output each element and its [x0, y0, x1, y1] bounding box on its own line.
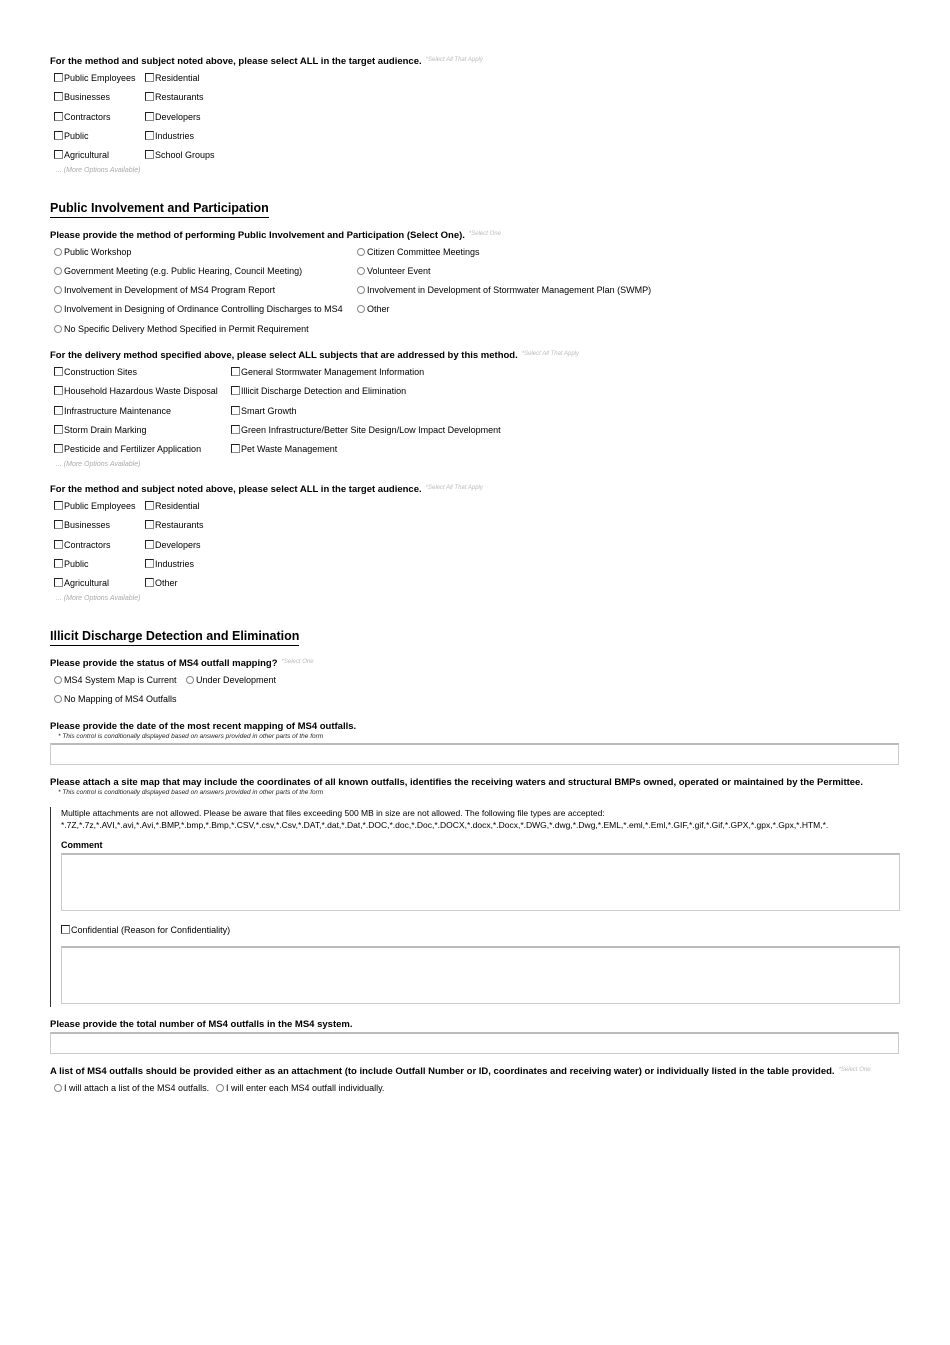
- outfall-list-hint: *Select One: [838, 1067, 871, 1073]
- radio-icon[interactable]: [357, 286, 365, 294]
- audience1-option[interactable]: Businesses: [54, 91, 110, 103]
- checkbox-icon[interactable]: [145, 112, 154, 121]
- outfall-list-option[interactable]: I will attach a list of the MS4 outfalls.: [54, 1082, 209, 1094]
- idde-heading: Illicit Discharge Detection and Elimination: [50, 629, 299, 646]
- radio-icon[interactable]: [357, 305, 365, 313]
- subjects-hint: *Select All That Apply: [521, 351, 580, 357]
- subject-option[interactable]: Green Infrastructure/Better Site Design/Low Impact Development: [231, 424, 501, 436]
- checkbox-icon[interactable]: [54, 112, 63, 121]
- conditional-note: * This control is conditionally displayed based on answers provided in other parts of the form: [58, 789, 324, 796]
- subjects-question: For the delivery method specified above, please select ALL subjects that are addressed by this method. $^{*Select All That Apply}$: [50, 350, 580, 361]
- accepted-file-types: *.7Z,*.7z,*.AVI,*.avi,*.Avi,*.BMP,*.bmp,*.Bmp,*.CSV,*.csv,*.Csv,*.DAT,*.dat,*.Dat,*.DOC,*.doc,*.Doc,*.DOCX,*.docx,*.Docx,*.DWG,*.dwg,*.Dwg,*.EML,*.eml,*.Eml,*.GIF,*.gif,*.Gif,*.GPX,*.gpx,*.Gpx,*.HTM,*.: [61, 820, 829, 830]
- mapping-option[interactable]: Under Development: [186, 674, 276, 686]
- checkbox-icon[interactable]: [54, 559, 63, 568]
- audience1-option[interactable]: Residential: [145, 72, 200, 84]
- radio-icon[interactable]: [357, 267, 365, 275]
- audience1-question: For the method and subject noted above, please select ALL in the target audience. $^{*Select All That Apply}$: [50, 56, 483, 67]
- audience1-more-options[interactable]: ... (More Options Available): [56, 167, 141, 174]
- radio-icon[interactable]: [357, 248, 365, 256]
- audience2-hint: *Select All That Apply: [425, 485, 483, 491]
- method-option[interactable]: Government Meeting (e.g. Public Hearing, Council Meeting): [54, 265, 302, 277]
- comment-label: Comment: [61, 840, 103, 850]
- method-option[interactable]: Involvement in Designing of Ordinance Controlling Discharges to MS4: [54, 303, 343, 315]
- audience1-option[interactable]: Industries: [145, 130, 194, 142]
- method-option[interactable]: Involvement in Development of Stormwater Management Plan (SWMP): [357, 284, 651, 296]
- checkbox-icon[interactable]: [54, 406, 63, 415]
- audience1-option[interactable]: Public Employees: [54, 72, 136, 84]
- audience1-hint: *Select All That Apply: [425, 57, 483, 63]
- checkbox-icon[interactable]: [145, 131, 154, 140]
- checkbox-icon[interactable]: [54, 367, 63, 376]
- checkbox-icon[interactable]: [231, 406, 240, 415]
- method-option[interactable]: Public Workshop: [54, 246, 131, 258]
- audience1-option[interactable]: School Groups: [145, 149, 215, 161]
- checkbox-icon[interactable]: [231, 444, 240, 453]
- checkbox-icon[interactable]: [54, 540, 63, 549]
- audience2-option[interactable]: Public: [54, 558, 89, 570]
- checkbox-icon[interactable]: [145, 540, 154, 549]
- radio-icon[interactable]: [54, 1084, 62, 1092]
- sitemap-attachment-panel: [50, 807, 911, 1007]
- total-outfalls-question: Please provide the total number of MS4 outfalls in the MS4 system.: [50, 1019, 353, 1030]
- conditional-note: * This control is conditionally displayed based on answers provided in other parts of the form: [58, 733, 324, 740]
- checkbox-icon[interactable]: [61, 925, 70, 934]
- audience2-more-options[interactable]: ... (More Options Available): [56, 595, 141, 602]
- audience1-option[interactable]: Public: [54, 130, 89, 142]
- sitemap-question: Please attach a site map that may include the coordinates of all known outfalls, identifies the receiving waters and structural BMPs owned, operated or maintained by the Permittee.: [50, 777, 863, 788]
- checkbox-icon[interactable]: [54, 444, 63, 453]
- checkbox-icon[interactable]: [54, 131, 63, 140]
- audience2-option[interactable]: Public Employees: [54, 500, 136, 512]
- radio-icon[interactable]: [54, 305, 62, 313]
- subject-option[interactable]: Construction Sites: [54, 366, 137, 378]
- method-option[interactable]: Volunteer Event: [357, 265, 431, 277]
- checkbox-icon[interactable]: [54, 386, 63, 395]
- audience2-option[interactable]: Other: [145, 577, 178, 589]
- subject-option[interactable]: Pesticide and Fertilizer Application: [54, 443, 201, 455]
- subject-option[interactable]: Infrastructure Maintenance: [54, 405, 171, 417]
- mapping-option[interactable]: No Mapping of MS4 Outfalls: [54, 693, 177, 705]
- subject-option[interactable]: Storm Drain Marking: [54, 424, 147, 436]
- subject-option[interactable]: Illicit Discharge Detection and Elimination: [231, 385, 406, 397]
- checkbox-icon[interactable]: [54, 425, 63, 434]
- public-involvement-question: Please provide the method of performing Public Involvement and Participation (Select One). $^{*Select One}$: [50, 230, 501, 241]
- checkbox-icon[interactable]: [231, 425, 240, 434]
- method-option[interactable]: No Specific Delivery Method Specified in Permit Requirement: [54, 323, 309, 335]
- checkbox-icon[interactable]: [145, 559, 154, 568]
- checkbox-icon[interactable]: [54, 520, 63, 529]
- radio-icon[interactable]: [54, 325, 62, 333]
- checkbox-icon[interactable]: [145, 578, 154, 587]
- subject-option[interactable]: Pet Waste Management: [231, 443, 337, 455]
- audience1-option[interactable]: Agricultural: [54, 149, 109, 161]
- mapping-hint: *Select One: [281, 659, 314, 665]
- checkbox-icon[interactable]: [145, 501, 154, 510]
- public-involvement-hint: *Select One: [468, 231, 501, 237]
- subject-option[interactable]: General Stormwater Management Information: [231, 366, 424, 378]
- checkbox-icon[interactable]: [145, 150, 154, 159]
- checkbox-icon[interactable]: [231, 367, 240, 376]
- checkbox-icon[interactable]: [54, 92, 63, 101]
- confidential-checkbox[interactable]: Confidential (Reason for Confidentiality): [61, 924, 230, 936]
- comment-textarea[interactable]: [61, 853, 900, 911]
- audience2-option[interactable]: Developers: [145, 539, 201, 551]
- radio-icon[interactable]: [54, 676, 62, 684]
- outfall-list-option[interactable]: I will enter each MS4 outfall individually.: [216, 1082, 384, 1094]
- outfall-list-question: A list of MS4 outfalls should be provided either as an attachment (to include Outfall Number or ID, coordinates and receiving water) or individually listed in the table provided. $^{*Select One}$: [50, 1066, 871, 1077]
- audience2-option[interactable]: Residential: [145, 500, 200, 512]
- radio-icon[interactable]: [54, 248, 62, 256]
- mapping-date-question: Please provide the date of the most recent mapping of MS4 outfalls.: [50, 721, 357, 732]
- method-option[interactable]: Other: [357, 303, 390, 315]
- subject-option[interactable]: Household Hazardous Waste Disposal: [54, 385, 218, 397]
- audience1-option[interactable]: Contractors: [54, 111, 111, 123]
- checkbox-icon[interactable]: [54, 73, 63, 82]
- subject-option[interactable]: Smart Growth: [231, 405, 297, 417]
- audience1-option[interactable]: Restaurants: [145, 91, 204, 103]
- audience2-option[interactable]: Industries: [145, 558, 194, 570]
- checkbox-icon[interactable]: [145, 92, 154, 101]
- checkbox-icon[interactable]: [231, 386, 240, 395]
- radio-icon[interactable]: [186, 676, 194, 684]
- checkbox-icon[interactable]: [54, 150, 63, 159]
- mapping-date-input[interactable]: [50, 743, 899, 765]
- mapping-question: Please provide the status of MS4 outfall mapping? $^{*Select One}$: [50, 658, 314, 669]
- checkbox-icon[interactable]: [145, 520, 154, 529]
- radio-icon[interactable]: [54, 267, 62, 275]
- confidential-reason-textarea[interactable]: [61, 946, 900, 1004]
- radio-icon[interactable]: [54, 695, 62, 703]
- audience1-option[interactable]: Developers: [145, 111, 201, 123]
- audience2-question: For the method and subject noted above, please select ALL in the target audience. $^{*Select All That Apply}$: [50, 484, 483, 495]
- radio-icon[interactable]: [54, 286, 62, 294]
- subjects-more-options[interactable]: ... (More Options Available): [56, 461, 141, 468]
- total-outfalls-input[interactable]: [50, 1032, 899, 1054]
- attachment-instructions: Multiple attachments are not allowed. Please be aware that files exceeding 500 MB in size are not allowed. The following file types are accepted:: [61, 808, 605, 818]
- method-option[interactable]: Involvement in Development of MS4 Program Report: [54, 284, 275, 296]
- public-involvement-heading: Public Involvement and Participation: [50, 201, 269, 218]
- checkbox-icon[interactable]: [54, 501, 63, 510]
- radio-icon[interactable]: [216, 1084, 224, 1092]
- method-option[interactable]: Citizen Committee Meetings: [357, 246, 480, 258]
- audience2-option[interactable]: Contractors: [54, 539, 111, 551]
- checkbox-icon[interactable]: [54, 578, 63, 587]
- audience2-option[interactable]: Restaurants: [145, 519, 204, 531]
- mapping-option[interactable]: MS4 System Map is Current: [54, 674, 177, 686]
- audience2-option[interactable]: Businesses: [54, 519, 110, 531]
- audience2-option[interactable]: Agricultural: [54, 577, 109, 589]
- checkbox-icon[interactable]: [145, 73, 154, 82]
